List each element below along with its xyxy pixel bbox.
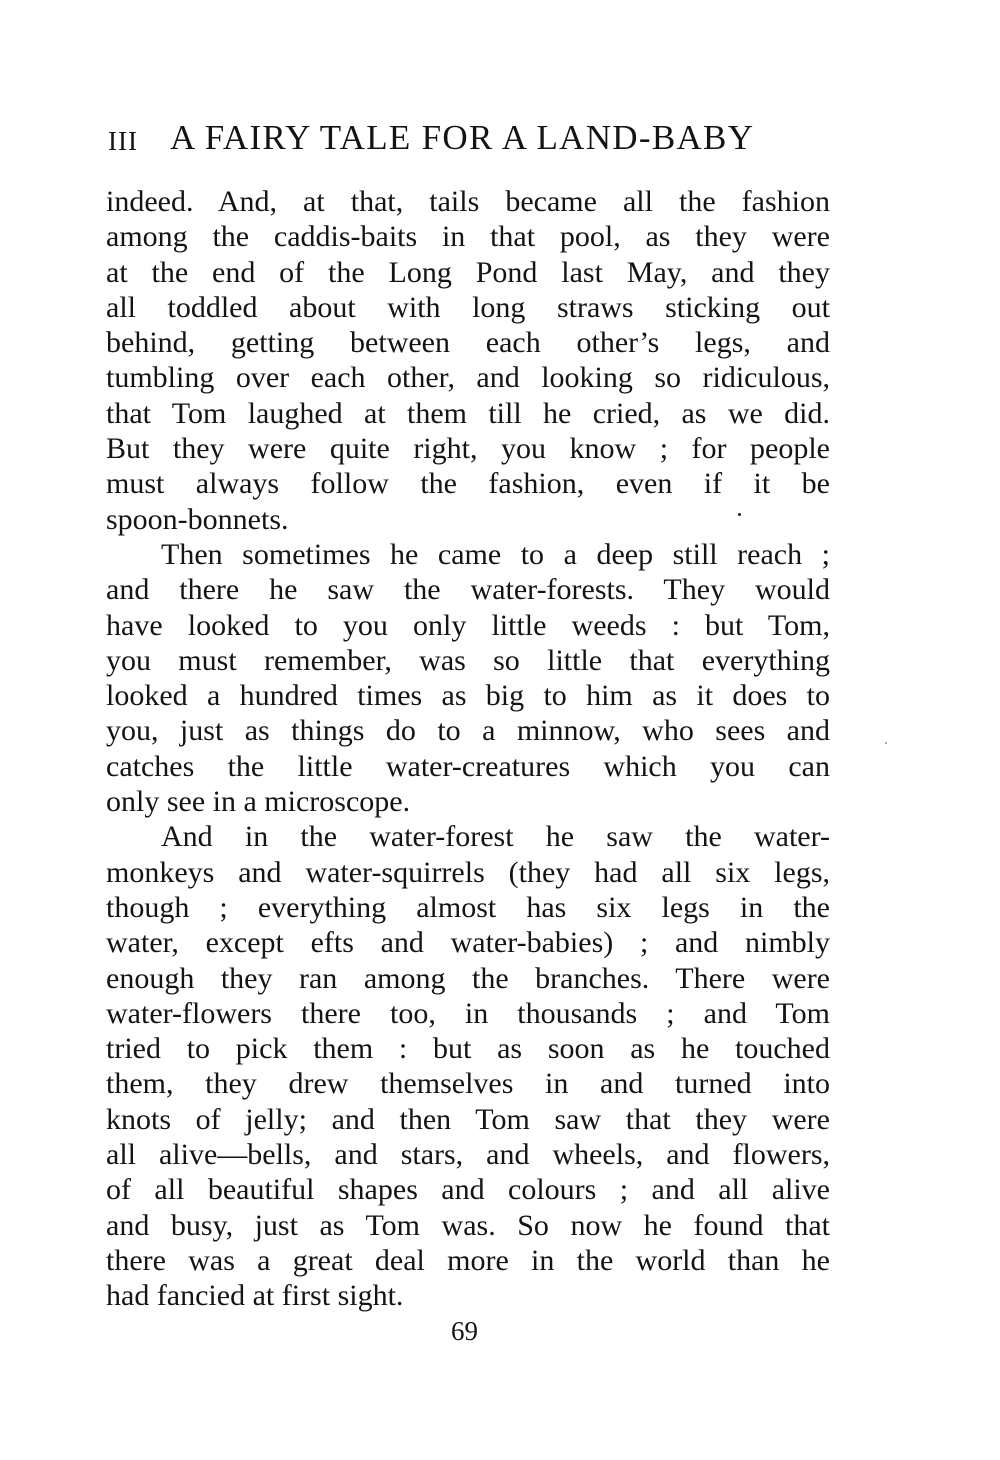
text-line: at the end of the Long Pond last May, and they [106,255,830,289]
paragraph-end-line: only see in a microscope. [106,785,411,819]
text-line: looked a hundred times as big to him as it does to [106,679,830,713]
paragraph-first-line: Then sometimes he came to a deep still reach ; [161,537,830,571]
paragraph-first-line: And in the water-forest he saw the water- [161,820,830,854]
paragraph-end-line: had fancied at first sight. [106,1279,404,1313]
text-line: though ; everything almost has six legs in the [106,890,830,924]
text-line: tumbling over each other, and looking so ridiculous, [106,361,830,395]
ink-speck [885,742,887,744]
text-line: that Tom laughed at them till he cried, as we did. [106,396,830,430]
paragraph-end-line: spoon-bonnets. [106,502,289,536]
text-line: all alive—bells, and stars, and wheels, and flowers, [106,1138,830,1172]
page-number: 69 [451,1316,478,1346]
ink-speck [738,513,741,516]
text-line: have looked to you only little weeds : but Tom, [106,608,830,642]
text-line: indeed. And, at that, tails became all the fashion [106,185,830,218]
text-line: you must remember, was so little that everything [106,643,830,677]
text-line: and busy, just as Tom was. So now he found that [106,1208,830,1242]
text-line: among the caddis-baits in that pool, as they were [106,220,830,254]
text-line: and there he saw the water-forests. They would [106,573,830,607]
text-line: water, except efts and water-babies) ; and nimbly [106,926,830,960]
text-line: monkeys and water-squirrels (they had all six legs, [106,855,830,889]
text-line: you, just as things do to a minnow, who sees and [106,714,830,748]
text-line: But they were quite right, you know ; for people [106,432,830,466]
text-line: water-flowers there too, in thousands ; and Tom [106,996,830,1030]
running-head [106,118,836,168]
text-line: of all beautiful shapes and colours ; and all alive [106,1173,830,1207]
running-title: A FAIRY TALE FOR A LAND-BABY [170,118,755,157]
text-line: tried to pick them : but as soon as he touched [106,1032,830,1066]
text-line: them, they drew themselves in and turned into [106,1067,830,1101]
chapter-number: III [108,126,138,156]
body-text [106,184,830,1314]
text-line: all toddled about with long straws sticking out [106,290,830,324]
text-line: must always follow the fashion, even if it be [106,467,830,501]
text-line: knots of jelly; and then Tom saw that they were [106,1102,830,1136]
text-line: behind, getting between each other’s legs, and [106,326,830,360]
text-line: there was a great deal more in the world than he [106,1243,830,1277]
text-line: catches the little water-creatures which you can [106,749,830,783]
text-line: enough they ran among the branches. There were [106,961,830,995]
